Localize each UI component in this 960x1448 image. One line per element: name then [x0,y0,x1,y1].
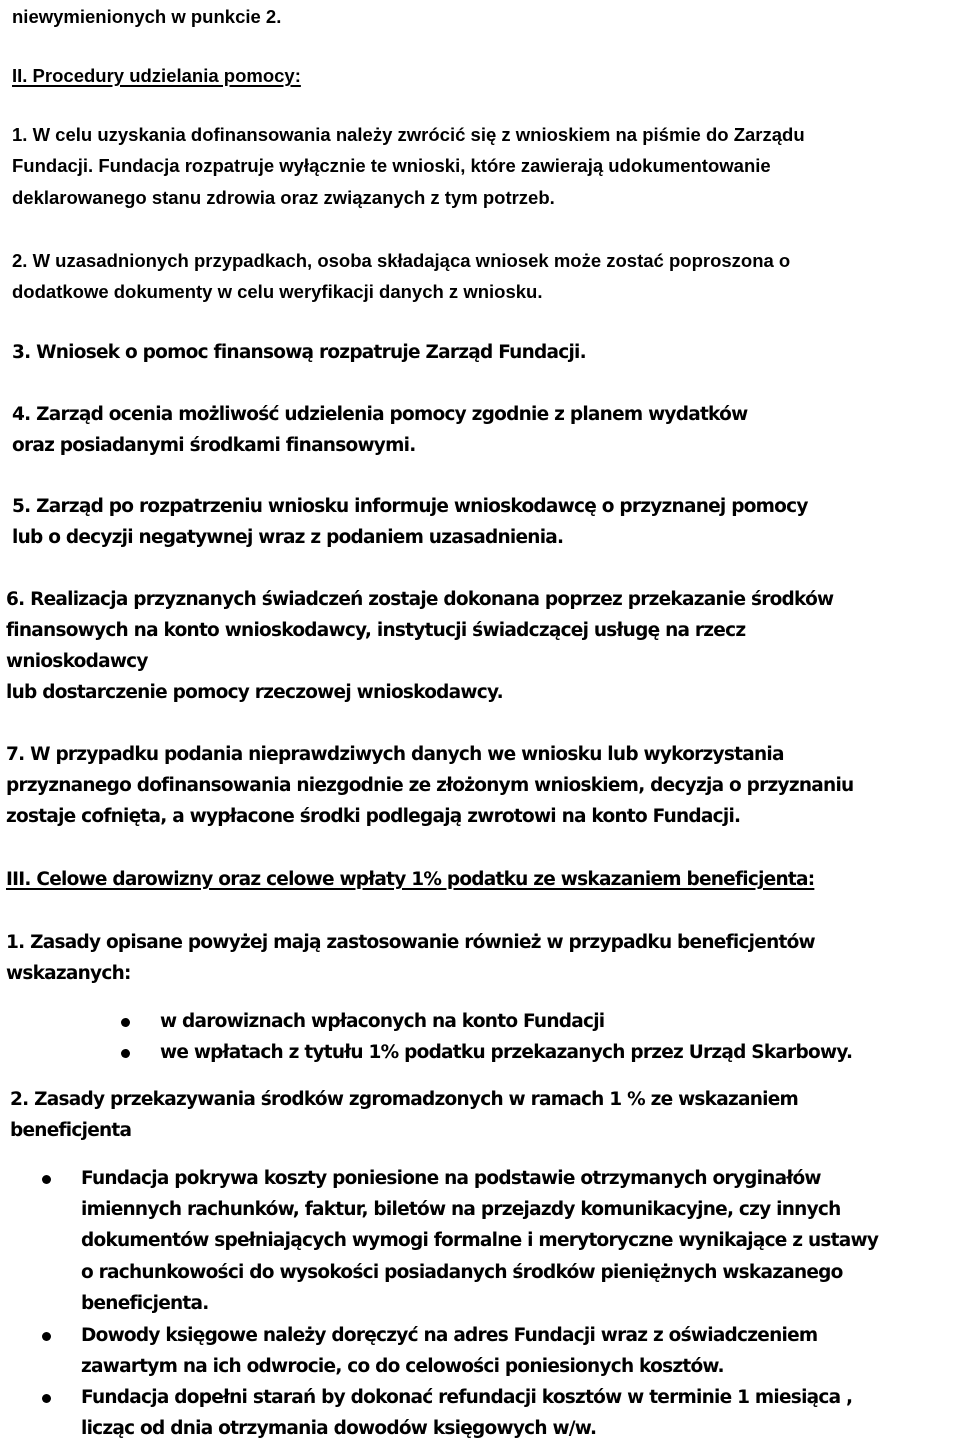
section-2-heading: II. Procedury udzielania pomocy: [12,65,301,86]
bullet-icon [121,1018,130,1027]
section-2-item-2-line-2: dodatkowe dokumenty w celu weryfikacji danych z wniosku. [12,281,543,302]
bullet-icon [121,1049,130,1058]
intro-text: niewymienionych w punkcie 2. [12,6,282,27]
section-3-item-2-bullet-2-line-2: zawartym na ich odwrocie, co do celowości poniesionych kosztów. [81,1356,724,1377]
section-3-item-2-bullet-1-line-2: imiennych rachunków, faktur, biletów na przejazdy komunikacyjne, czy innych [81,1199,841,1220]
section-2-item-1-line-3: deklarowanego stanu zdrowia oraz związanych z tym potrzeb. [12,187,555,208]
section-2-item-6-line-1: 6. Realizacja przyznanych świadczeń zostaje dokonana poprzez przekazanie środków [6,589,834,610]
bullet-icon [42,1394,51,1403]
section-2-item-3-line-1: 3. Wniosek o pomoc finansową rozpatruje Zarząd Fundacji. [12,342,586,363]
section-2-item-5-line-2: lub o decyzji negatywnej wraz z podaniem uzasadnienia. [12,527,564,548]
section-3-item-2-bullet-1-line-1: Fundacja pokrywa koszty poniesione na podstawie otrzymanych oryginałów [81,1168,821,1189]
section-2-item-2-line-1: 2. W uzasadnionych przypadkach, osoba składająca wniosek może zostać poproszona o [12,250,791,271]
section-3-item-2-bullet-3-line-2: licząc od dnia otrzymania dowodów księgowych w/w. [81,1418,597,1439]
section-2-item-6-line-4: lub dostarczenie pomocy rzeczowej wnioskodawcy. [6,682,503,703]
section-3-item-2-bullet-1-line-4: o rachunkowości do wysokości posiadanych środków pieniężnych wskazanego [81,1262,843,1283]
section-3-item-2-bullet-1-line-3: dokumentów spełniających wymogi formalne i merytoryczne wynikające z ustawy [81,1230,879,1251]
section-3-item-1-line-1: 1. Zasady opisane powyżej mają zastosowanie również w przypadku beneficjentów [6,932,815,953]
section-2-item-6-line-2: finansowych na konto wnioskodawcy, instytucji świadczącej usługę na rzecz [6,620,746,641]
section-2-item-7-line-1: 7. W przypadku podania nieprawdziwych danych we wniosku lub wykorzystania [6,744,784,765]
section-2-item-1-line-1: 1. W celu uzyskania dofinansowania należy zwrócić się z wnioskiem na piśmie do Zarządu [12,124,805,145]
section-3-item-1-bullet-2: we wpłatach z tytułu 1% podatku przekazanych przez Urząd Skarbowy. [160,1042,853,1063]
section-3-item-2-bullet-3-line-1: Fundacja dopełni starań by dokonać refundacji kosztów w terminie 1 miesiąca , [81,1387,853,1408]
section-2-item-7-line-2: przyznanego dofinansowania niezgodnie ze złożonym wnioskiem, decyzja o przyznaniu [6,775,854,796]
section-3-item-2-line-1: 2. Zasady przekazywania środków zgromadzonych w ramach 1 % ze wskazaniem [10,1089,799,1110]
section-3-heading: III. Celowe darowizny oraz celowe wpłaty 1% podatku ze wskazaniem beneficjenta: [6,869,815,890]
section-2-item-6-line-3: wnioskodawcy [6,651,148,672]
section-2-item-4-line-2: oraz posiadanymi środkami finansowymi. [12,435,416,456]
section-2-item-7-line-3: zostaje cofnięta, a wypłacone środki podlegają zwrotowi na konto Fundacji. [6,806,741,827]
section-3-item-1-bullet-1: w darowiznach wpłaconych na konto Fundacji [160,1011,605,1032]
section-2-item-1-line-2: Fundacji. Fundacja rozpatruje wyłącznie te wnioski, które zawierają udokumentowanie [12,155,771,176]
section-3-item-2-bullet-2-line-1: Dowody księgowe należy doręczyć na adres Fundacji wraz z oświadczeniem [81,1325,818,1346]
section-3-item-2-line-2: beneficjenta [10,1120,132,1141]
bullet-icon [42,1175,51,1184]
section-2-item-5-line-1: 5. Zarząd po rozpatrzeniu wniosku informuje wnioskodawcę o przyznanej pomocy [12,496,808,517]
section-2-item-4-line-1: 4. Zarząd ocenia możliwość udzielenia pomocy zgodnie z planem wydatków [12,404,748,425]
section-3-item-1-line-2: wskazanych: [6,963,131,984]
section-3-item-2-bullet-1-line-5: beneficjenta. [81,1293,209,1314]
bullet-icon [42,1332,51,1341]
